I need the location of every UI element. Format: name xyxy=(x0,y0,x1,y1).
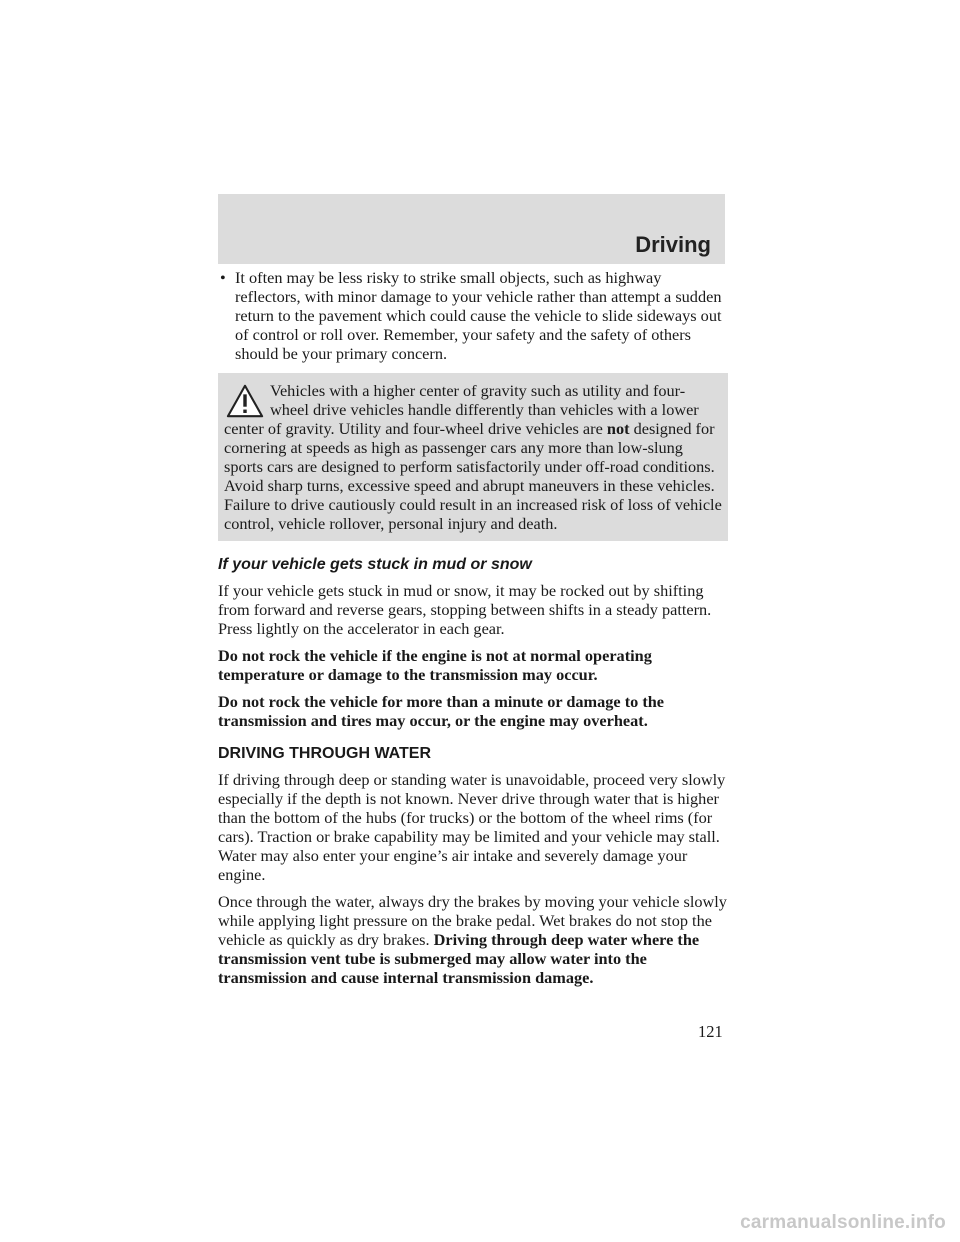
stuck-paragraph-1: If your vehicle gets stuck in mud or snow, it may be rocked out by shifting from forward and reverse gears, stopping between shifts in a steady pattern. Press lightly on the accelerator in each gear. xyxy=(218,581,712,638)
warning-text-after: designed for cornering at speeds as high as passenger cars any more than low-slung sports cars are designed to perform satisfactorily under off-road conditions. Avoid sharp turns, excessive speed and abrupt maneuvers in these vehicles. Failure to drive cautiously could result in an increased risk of loss of vehicle control, vehicle rollover, personal injury and death. xyxy=(224,419,722,533)
section-title: Driving xyxy=(635,232,711,257)
section-header-band xyxy=(218,194,725,264)
water-paragraph-2-bold: Driving through deep water where the transmission vent tube is submerged may allow water into the transmission and cause internal transmission damage. xyxy=(218,930,700,987)
bullet-text: It often may be less risky to strike small objects, such as highway reflectors, with minor damage to your vehicle rather than attempt a sudden return to the pavement which could cause the vehicle to slide sideways out of control or roll over. Remember, your safety and the safety of others should be your primary concern. xyxy=(235,268,722,363)
stuck-paragraph-3-bold: Do not rock the vehicle for more than a minute or damage to the transmission and tires may occur, or the engine may overheat. xyxy=(218,692,665,730)
warning-text-bold: not xyxy=(606,419,630,438)
footer xyxy=(0,1206,960,1242)
warning-box xyxy=(218,373,728,541)
stuck-paragraph-2-bold: Do not rock the vehicle if the engine is not at normal operating temperature or damage to the transmission may occur. xyxy=(218,646,652,684)
page-content xyxy=(218,268,728,995)
water-heading: DRIVING THROUGH WATER xyxy=(218,745,432,762)
stuck-heading: If your vehicle gets stuck in mud or snow xyxy=(218,556,532,573)
water-paragraph-1: If driving through deep or standing water is unavoidable, proceed very slowly especially if the depth is not known. Never drive through water that is higher than the bottom of the hubs (for trucks) or the bottom of the wheel rims (for cars). Traction or brake capability may be limited and your vehicle may stall. Water may also enter your engine’s air intake and severely damage your engine. xyxy=(218,770,726,884)
page-number: 121 xyxy=(698,1022,723,1041)
bullet-mark: • xyxy=(220,268,226,287)
water-paragraph-2-text: Once through the water, always dry the brakes by moving your vehicle slowly while applying light pressure on the brake pedal. Wet brakes do not stop the vehicle as quickly as dry brakes. xyxy=(218,892,727,949)
stuck-paragraph-2 xyxy=(218,646,728,684)
bullet-item xyxy=(218,268,728,363)
footer-url: carmanualsonline.info xyxy=(740,1212,946,1233)
warning-triangle-icon xyxy=(226,383,264,419)
warning-text-before: Vehicles with a higher center of gravity such as utility and four-wheel drive vehicles handle differently than vehicles with a lower center of gravity. Utility and four-wheel drive vehicles are xyxy=(224,381,699,438)
water-paragraph-2 xyxy=(218,892,728,987)
stuck-paragraph-3 xyxy=(218,692,728,730)
